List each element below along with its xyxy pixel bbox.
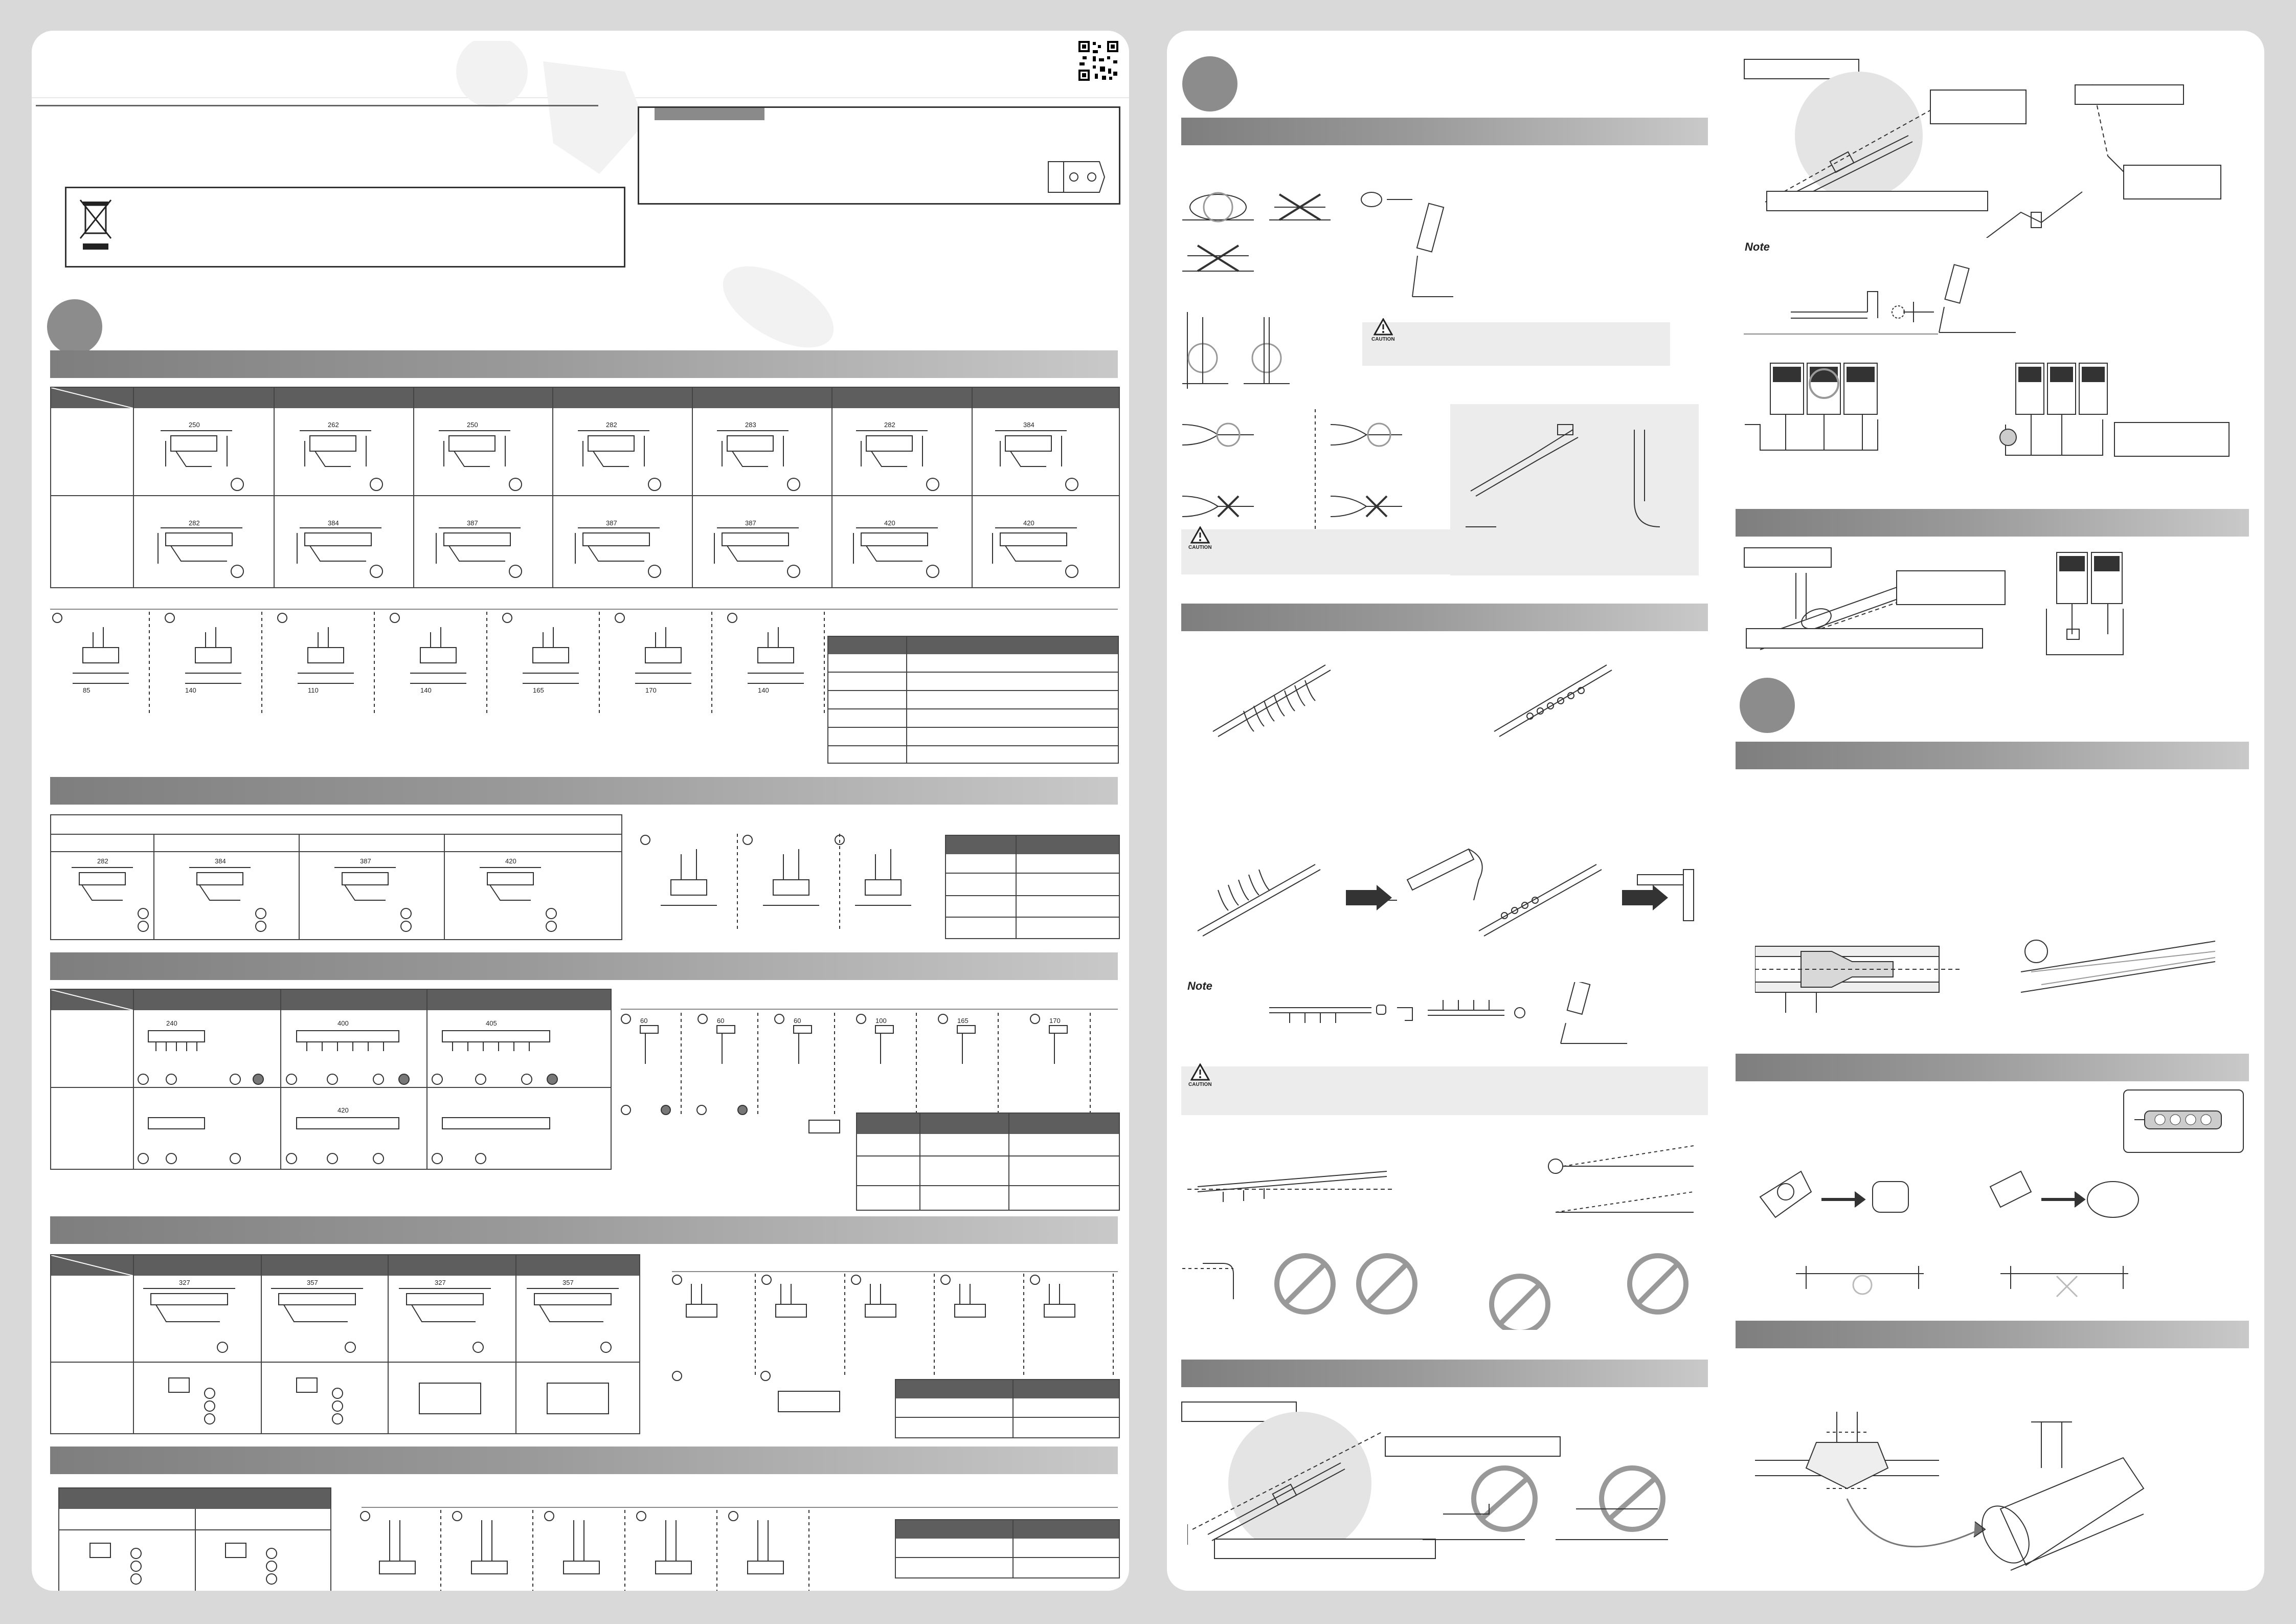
- dim-label: 100: [875, 1017, 887, 1025]
- dim-label: 420: [337, 1106, 349, 1114]
- dim-label: 387: [745, 519, 756, 527]
- callout-box: [1746, 628, 1983, 649]
- caution-label: CAUTION: [1371, 337, 1395, 342]
- dim-label: 282: [884, 421, 895, 429]
- section-number-badge: [1182, 56, 1237, 112]
- dim-label: 420: [1023, 519, 1034, 527]
- dim-label: 387: [606, 519, 617, 527]
- caution-box-2: [1181, 529, 1450, 574]
- y-joint-4-reducer-drawings: [359, 1510, 870, 1591]
- reducer-2-spec-table: [945, 835, 1120, 939]
- tee-insulation-drawings: [1755, 1412, 2246, 1575]
- reducer-drawings: [52, 612, 850, 729]
- section-bar-y-joint-4: [50, 1447, 1118, 1474]
- dim-label: 60: [717, 1017, 725, 1025]
- section-bar-header-install: [1181, 604, 1708, 631]
- header-install-drawings: [1182, 644, 1704, 941]
- header-insulation-icon: [2134, 1103, 2232, 1139]
- section-bar-right-3: [1736, 1054, 2249, 1081]
- section-bar-y-joint-2: [50, 777, 1118, 805]
- y-joint-3-drawings: [133, 1276, 639, 1433]
- dim-label: 327: [435, 1279, 446, 1286]
- dim-label: 140: [420, 686, 432, 694]
- callout-box: [1214, 1539, 1436, 1559]
- dim-label: 262: [328, 421, 339, 429]
- dim-label: 240: [166, 1019, 177, 1027]
- branch-joint-thumbnail: [1043, 157, 1115, 197]
- warning-icon: [1374, 318, 1393, 336]
- callout-box: [1766, 191, 1988, 211]
- warning-icon: [1190, 1063, 1210, 1081]
- dim-label: 140: [758, 686, 769, 694]
- y-joint-4-drawings: [59, 1530, 330, 1591]
- caution-box: [1362, 322, 1670, 366]
- header-spec-table: [856, 1113, 1120, 1211]
- wrong-brazing-drawings: [1423, 1453, 1709, 1555]
- table-corner-diagonal: [51, 388, 133, 408]
- info-box-tab: [655, 108, 764, 120]
- reducer-spec-table: [827, 636, 1119, 764]
- callout-box: [2123, 165, 2221, 199]
- dim-label: 387: [360, 857, 371, 865]
- dim-label: 165: [533, 686, 544, 694]
- dim-label: 327: [179, 1279, 190, 1286]
- section-bar-right-4: [1736, 1321, 2249, 1348]
- header-drawings: [133, 1010, 611, 1169]
- section-bar-right-2: [1736, 742, 2249, 769]
- vertical-install-panel: [1450, 404, 1699, 575]
- section-bar-y-joint: [50, 350, 1118, 378]
- header-angle-drawings: [1182, 1136, 1704, 1330]
- caution-box-3: [1181, 1066, 1708, 1115]
- y-joint-4-spec-table: [895, 1519, 1120, 1578]
- dim-label: 420: [505, 857, 516, 865]
- section-bar-y-joint-3: [50, 1216, 1118, 1244]
- dim-label: 250: [467, 421, 478, 429]
- y-joint-4-table: [58, 1487, 331, 1591]
- taping-drawings: [1755, 1151, 2246, 1320]
- y-joint-3-table: [50, 1254, 640, 1434]
- dim-label: 85: [83, 686, 91, 694]
- brazing-drawing: [1187, 1422, 1392, 1555]
- insulation-drawing: [1755, 921, 2246, 1038]
- note-header-drawings: [1269, 982, 1653, 1054]
- dim-label: 384: [215, 857, 226, 865]
- y-joint-3-spec-table: [895, 1379, 1120, 1438]
- info-box: [638, 106, 1120, 205]
- reducer-2-drawings: [640, 834, 927, 936]
- dim-label: 357: [307, 1279, 318, 1286]
- dim-label: 282: [189, 519, 200, 527]
- insulation-thumbnail: [2123, 1089, 2244, 1153]
- warning-icon: [1190, 526, 1210, 544]
- dim-label: 60: [794, 1017, 801, 1025]
- header-dimension-table: [50, 989, 612, 1170]
- table-header: [828, 637, 1118, 654]
- dim-label: 357: [562, 1279, 574, 1286]
- crossed-bin-icon: [78, 197, 114, 254]
- note-heading-2: Note: [1745, 240, 1770, 253]
- caution-label: CAUTION: [1188, 1082, 1212, 1087]
- intro-divider: [36, 105, 598, 106]
- dim-label: 170: [1049, 1017, 1061, 1025]
- note-drawings-2: [1770, 251, 2057, 343]
- dim-label: 165: [957, 1017, 969, 1025]
- dim-label: 400: [337, 1019, 349, 1027]
- dim-label: 250: [189, 421, 200, 429]
- section-number-badge: [47, 299, 102, 354]
- y-joint-2-table: [50, 814, 622, 940]
- vertical-install-drawing: [1455, 409, 1691, 568]
- section-number-badge: [1740, 678, 1795, 733]
- callout-box: [1896, 570, 2006, 605]
- section-bar-brazing: [1181, 1360, 1708, 1387]
- section-bar-header: [50, 952, 1118, 980]
- section-bar-installation: [1181, 118, 1708, 145]
- dim-label: 110: [308, 686, 319, 694]
- callout-box: [2075, 84, 2184, 105]
- qr-code-icon: [1077, 40, 1119, 82]
- dim-label: 283: [745, 421, 756, 429]
- weee-notice-box: [65, 187, 625, 268]
- dim-label: 140: [185, 686, 196, 694]
- dim-label: 384: [328, 519, 339, 527]
- dim-label: 387: [467, 519, 478, 527]
- table-header: [51, 388, 1119, 408]
- y-joint-drawings-gas: [150, 410, 1117, 579]
- section-bar-right-1: [1736, 509, 2249, 537]
- dim-label: 170: [645, 686, 657, 694]
- callout-box: [2114, 422, 2230, 457]
- note-heading: Note: [1187, 980, 1212, 992]
- dim-label: 282: [606, 421, 617, 429]
- dim-label: 60: [640, 1017, 648, 1025]
- left-page: [32, 31, 1129, 1591]
- dim-label: 384: [1023, 421, 1034, 429]
- dim-label: 420: [884, 519, 895, 527]
- right-page: [1167, 31, 2264, 1591]
- outdoor-unit-drawing-2: [2036, 542, 2179, 665]
- y-joint-2-drawings: [51, 852, 619, 938]
- callout-box: [1930, 90, 2027, 124]
- caution-label: CAUTION: [1188, 545, 1212, 550]
- dim-label: 282: [97, 857, 108, 865]
- dim-label: 405: [486, 1019, 497, 1027]
- table-header: [51, 815, 621, 835]
